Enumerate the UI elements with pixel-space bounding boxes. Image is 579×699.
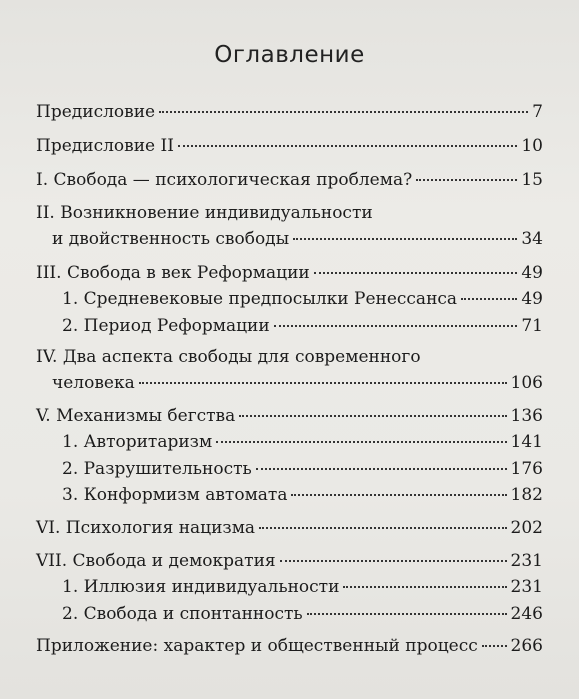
toc-entry-text: VII. Свобода и демократия bbox=[36, 551, 276, 571]
leader-dots bbox=[178, 145, 517, 147]
toc-entry-chapter-5 bbox=[36, 403, 543, 429]
leader-dots bbox=[139, 382, 507, 384]
toc-entry-appendix bbox=[36, 633, 543, 659]
toc-entry-chapter-1 bbox=[36, 167, 543, 193]
toc-entry-text: I. Свобода — психологическая проблема? bbox=[36, 170, 413, 190]
toc-page-number: 202 bbox=[510, 518, 543, 538]
leader-dots bbox=[461, 298, 517, 300]
leader-dots bbox=[416, 179, 517, 181]
toc-page-number: 71 bbox=[521, 316, 543, 336]
toc-entry-chapter-3 bbox=[36, 260, 543, 286]
leader-dots bbox=[239, 415, 506, 417]
toc-entry-chapter-6 bbox=[36, 515, 543, 541]
toc-entry-text: V. Механизмы бегства bbox=[36, 406, 236, 426]
leader-dots bbox=[274, 325, 518, 327]
page-title: Оглавление bbox=[214, 42, 365, 68]
toc-page-number: 246 bbox=[510, 604, 543, 624]
toc-page-number: 49 bbox=[521, 263, 543, 283]
leader-dots bbox=[280, 560, 507, 562]
toc-entry-preface bbox=[36, 99, 543, 125]
toc-page-number: 7 bbox=[532, 102, 543, 122]
toc-entry-text: Приложение: характер и общественный процесс bbox=[36, 636, 478, 656]
leader-dots bbox=[314, 272, 518, 274]
leader-dots bbox=[256, 468, 507, 470]
toc-entry-chapter-2 bbox=[36, 226, 543, 252]
toc-entry-chapter-2-line1: II. Возникновение индивидуальности bbox=[36, 203, 373, 223]
toc-entry-text: 1. Средневековые предпосылки Ренессанса bbox=[62, 289, 458, 309]
toc-entry-text: и двойственность свободы bbox=[52, 229, 290, 249]
toc-entry-text: III. Свобода в век Реформации bbox=[36, 263, 310, 283]
toc-page-number: 231 bbox=[510, 551, 543, 571]
toc-page-number: 15 bbox=[521, 170, 543, 190]
toc-page-number: 231 bbox=[510, 577, 543, 597]
toc-entry-chapter-4 bbox=[36, 370, 543, 396]
toc-entry-chapter-5-3 bbox=[36, 482, 543, 508]
leader-dots bbox=[259, 527, 506, 529]
leader-dots bbox=[291, 494, 506, 496]
toc-entry-chapter-3-1 bbox=[36, 286, 543, 312]
leader-dots bbox=[159, 111, 528, 113]
leader-dots bbox=[307, 613, 507, 615]
toc-entry-chapter-3-2 bbox=[36, 313, 543, 339]
toc-entry-chapter-7 bbox=[36, 548, 543, 574]
toc-page-number: 10 bbox=[521, 136, 543, 156]
toc-page-number: 34 bbox=[521, 229, 543, 249]
toc-entry-text: 1. Иллюзия индивидуальности bbox=[62, 577, 340, 597]
toc-page-number: 182 bbox=[510, 485, 543, 505]
toc-entry-chapter-7-2 bbox=[36, 601, 543, 627]
toc-page-number: 106 bbox=[510, 373, 543, 393]
toc-entry-text: VI. Психология нацизма bbox=[36, 518, 256, 538]
toc-entry-text: 2. Период Реформации bbox=[62, 316, 270, 336]
toc-page-number: 266 bbox=[510, 636, 543, 656]
toc-entry-text: человека bbox=[52, 373, 135, 393]
toc-entry-text: 2. Разрушительность bbox=[62, 459, 252, 479]
toc-entry-text: 3. Конформизм автомата bbox=[62, 485, 288, 505]
toc-entry-chapter-5-2 bbox=[36, 456, 543, 482]
toc-entry-chapter-7-1 bbox=[36, 574, 543, 600]
toc-page-number: 136 bbox=[510, 406, 543, 426]
leader-dots bbox=[216, 441, 506, 443]
toc-page-number: 176 bbox=[510, 459, 543, 479]
leader-dots bbox=[293, 238, 517, 240]
leader-dots bbox=[482, 645, 507, 647]
toc-entry-text: 2. Свобода и спонтанность bbox=[62, 604, 303, 624]
toc-entry-preface-2 bbox=[36, 133, 543, 159]
toc-entry-text: Предисловие bbox=[36, 102, 156, 122]
toc-entry-text: Предисловие II bbox=[36, 136, 174, 156]
toc-page-number: 49 bbox=[521, 289, 543, 309]
toc-page-number: 141 bbox=[510, 432, 543, 452]
toc-entry-text: 1. Авторитаризм bbox=[62, 432, 213, 452]
toc-entry-chapter-5-1 bbox=[36, 429, 543, 455]
leader-dots bbox=[343, 586, 506, 588]
toc-entry-chapter-4-line1: IV. Два аспекта свободы для современного bbox=[36, 347, 421, 367]
